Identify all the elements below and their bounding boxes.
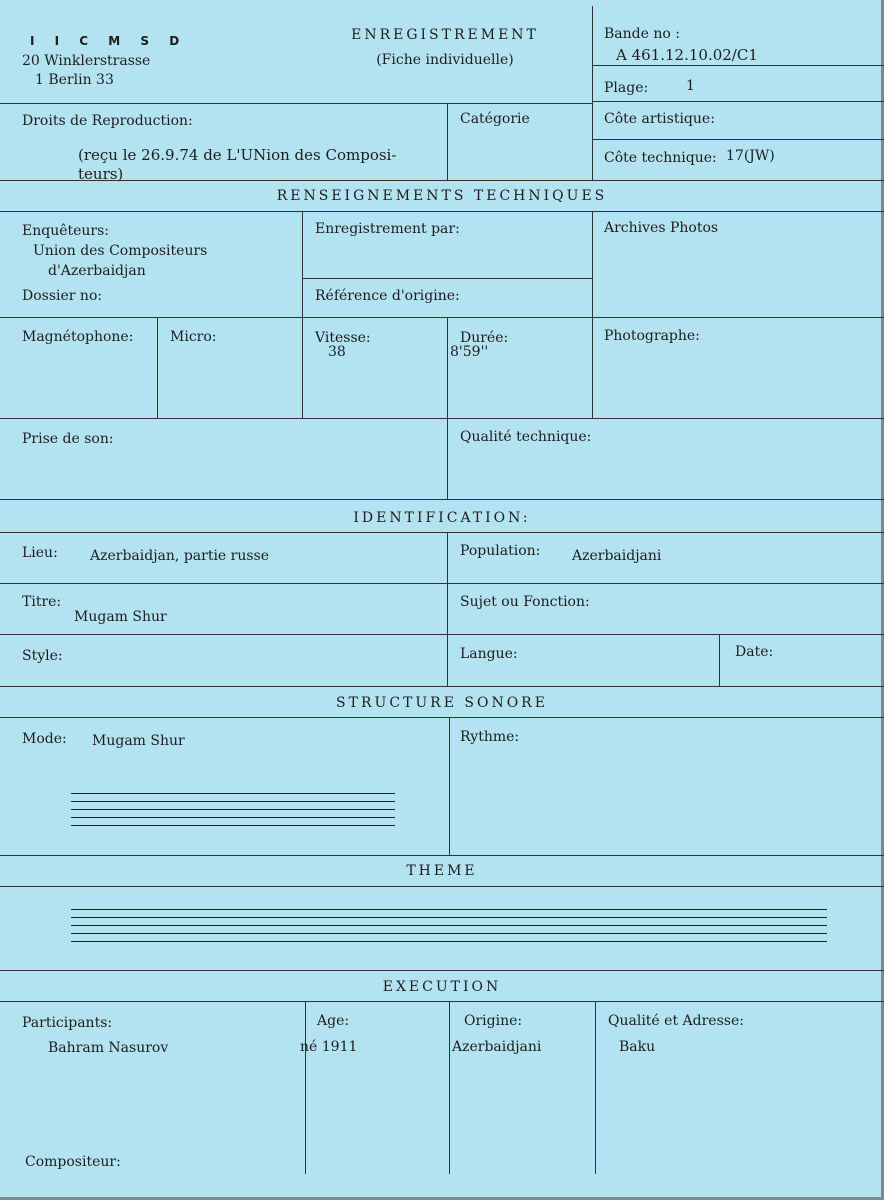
staff-line	[71, 793, 395, 794]
org-logo: I I C M S D	[30, 34, 188, 48]
bande-label: Bande no :	[604, 26, 680, 42]
lieu-label: Lieu:	[22, 545, 58, 561]
rule	[0, 886, 884, 887]
titre-value: Mugam Shur	[74, 609, 167, 625]
staff-line	[71, 825, 395, 826]
population-label: Population:	[460, 543, 541, 559]
section-technical-title: RENSEIGNEMENTS TECHNIQUES	[276, 188, 608, 204]
rule	[0, 855, 884, 856]
titre-label: Titre:	[22, 594, 62, 610]
rule	[0, 717, 884, 718]
rule	[449, 717, 450, 855]
rule	[302, 278, 592, 279]
sujet-label: Sujet ou Fonction:	[460, 594, 590, 610]
rule	[305, 1001, 306, 1174]
origine-value: Azerbaidjani	[452, 1039, 542, 1055]
cote-technique-label: Côte technique:	[604, 150, 717, 166]
enqueteurs-label: Enquêteurs:	[22, 223, 110, 239]
enregistrement-label: Enregistrement par:	[315, 221, 460, 237]
compositeur-label: Compositeur:	[25, 1154, 121, 1170]
staff-line	[71, 917, 827, 918]
rights-line1: (reçu le 26.9.74 de L'UNion des Composi-	[78, 146, 397, 164]
org-city: 1 Berlin 33	[35, 72, 114, 88]
qualite-adresse-label: Qualité et Adresse:	[608, 1013, 744, 1029]
rule	[592, 211, 593, 418]
staff-line	[71, 809, 395, 810]
categorie-label: Catégorie	[460, 111, 530, 127]
enqueteurs-value-line1: Union des Compositeurs	[33, 243, 208, 259]
rule	[0, 211, 884, 212]
population-value: Azerbaidjani	[572, 548, 662, 564]
staff-line	[71, 801, 395, 802]
rule	[719, 634, 720, 686]
participant-name: Bahram Nasurov	[48, 1040, 169, 1056]
plage-label: Plage:	[604, 80, 649, 96]
qualite-adresse-value: Baku	[619, 1039, 656, 1055]
rights-line2: teurs)	[78, 165, 124, 183]
rule	[0, 499, 884, 500]
section-theme-title: THEME	[406, 863, 478, 879]
rule	[0, 180, 884, 181]
age-value: né 1911	[300, 1039, 358, 1055]
rule	[0, 103, 592, 104]
rights-label: Droits de Reproduction:	[22, 113, 193, 129]
rule	[447, 418, 448, 499]
staff-line	[71, 933, 827, 934]
duree-label: Durée:	[460, 330, 509, 346]
rule	[592, 139, 884, 140]
rule	[447, 532, 448, 686]
origine-label: Origine:	[464, 1013, 523, 1029]
magnetophone-label: Magnétophone:	[22, 329, 134, 345]
vitesse-value: 38	[328, 344, 346, 360]
qualite-technique-label: Qualité technique:	[460, 429, 592, 445]
rule	[592, 65, 884, 66]
bande-value: A 461.12.10.02/C1	[616, 46, 758, 64]
reference-label: Référence d'origine:	[315, 288, 460, 304]
rule	[157, 317, 158, 418]
rule	[0, 418, 884, 419]
plage-value: 1	[686, 78, 695, 94]
staff-line	[71, 925, 827, 926]
date-label: Date:	[735, 644, 774, 660]
section-structure-title: STRUCTURE SONORE	[336, 695, 548, 711]
rule	[0, 970, 884, 971]
rule	[0, 532, 884, 533]
staff-line	[71, 909, 827, 910]
rule	[447, 103, 448, 180]
rule	[595, 1001, 596, 1174]
photographe-label: Photographe:	[604, 328, 700, 344]
staff-line	[71, 941, 827, 942]
cote-technique-value: 17(JW)	[726, 148, 775, 164]
langue-label: Langue:	[460, 646, 518, 662]
section-identification-title: IDENTIFICATION:	[353, 510, 531, 526]
rule	[592, 101, 884, 102]
section-execution-title: EXECUTION	[382, 979, 502, 995]
age-label: Age:	[317, 1013, 350, 1029]
rule	[447, 317, 448, 418]
rythme-label: Rythme:	[460, 729, 520, 745]
archives-photos-label: Archives Photos	[604, 220, 719, 236]
form-title: ENREGISTREMENT	[351, 27, 539, 43]
org-street: 20 Winklerstrasse	[22, 53, 151, 69]
micro-label: Micro:	[170, 329, 217, 345]
rule	[449, 1001, 450, 1174]
form-subtitle: (Fiche individuelle)	[376, 52, 514, 68]
vitesse-label: Vitesse:	[315, 330, 371, 346]
rule	[0, 583, 884, 584]
duree-value: 8'59''	[450, 344, 489, 360]
mode-label: Mode:	[22, 731, 67, 747]
rule	[592, 6, 593, 180]
staff-line	[71, 817, 395, 818]
mode-value: Mugam Shur	[92, 733, 185, 749]
rule	[302, 211, 303, 418]
enqueteurs-value-line2: d'Azerbaidjan	[48, 263, 146, 279]
lieu-value: Azerbaidjan, partie russe	[90, 548, 270, 564]
dossier-label: Dossier no:	[22, 288, 103, 304]
style-label: Style:	[22, 648, 63, 664]
cote-artistique-label: Côte artistique:	[604, 111, 715, 127]
rule	[0, 317, 884, 318]
prise-de-son-label: Prise de son:	[22, 431, 114, 447]
rule	[0, 1001, 884, 1002]
rule	[0, 686, 884, 687]
rule	[0, 634, 884, 635]
participants-label: Participants:	[22, 1015, 113, 1031]
